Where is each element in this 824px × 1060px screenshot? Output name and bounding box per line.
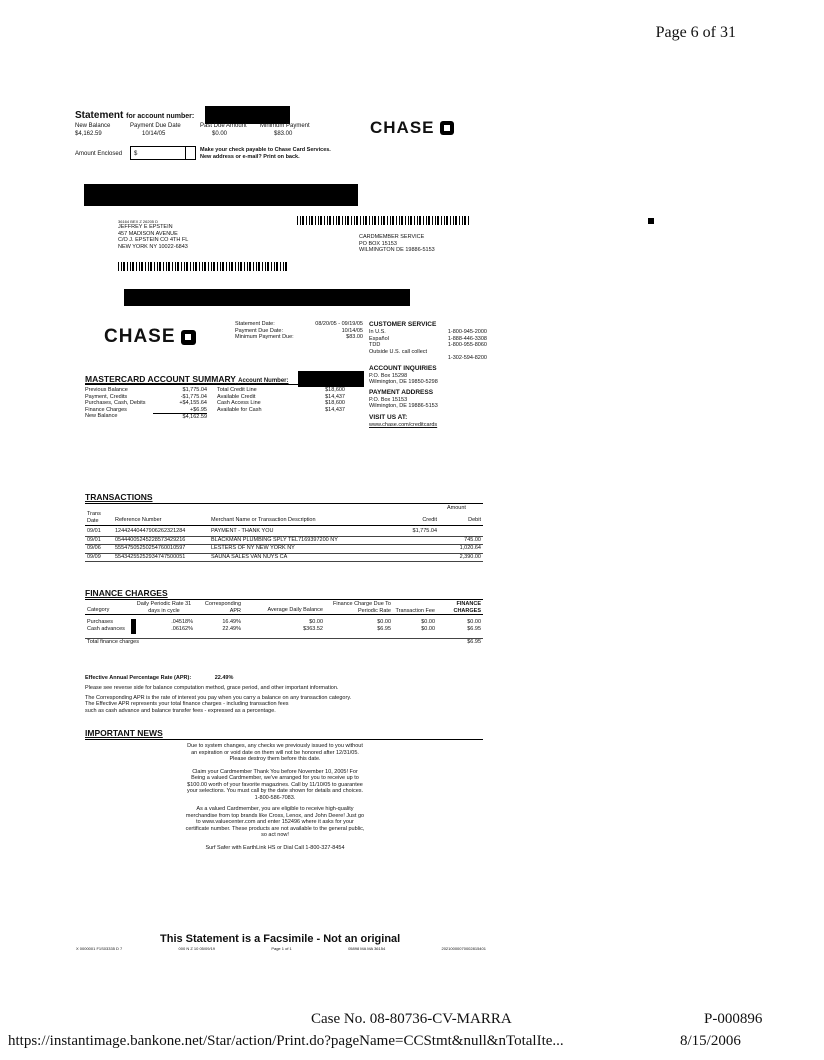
transactions-rule-top [85, 503, 483, 504]
redaction-account-number [205, 106, 290, 124]
foot-codes [76, 946, 486, 951]
summary-r4-credit-value: $14,437 [325, 406, 345, 413]
apr-label: Effective Annual Percentage Rate (APR): [85, 675, 192, 681]
fc-header-daily-rate: Daily Periodic Rate 31 days in cycle [136, 601, 192, 614]
foot-code-4: 05898 MA MA 36154 [348, 946, 386, 951]
foot-code-2: 000 N Z 10 05/09/19 [178, 946, 216, 951]
summary-r4-credit-label: Available for Cash [217, 406, 262, 413]
amount-enclosed-label: Amount Enclosed [75, 151, 123, 157]
tx-row-3-credit [389, 545, 439, 554]
payment-address-title: PAYMENT ADDRESS [369, 388, 434, 396]
summary-r4-value: +$6.95 [190, 406, 207, 413]
cs-line-3-label: TDD [369, 342, 381, 348]
remit-line-1: CARDMEMBER SERVICE [359, 234, 425, 240]
tx-row-1-description: PAYMENT - THANK YOU [209, 528, 389, 536]
stub-val-min-payment: $83.00 [274, 130, 293, 137]
cs-line-1-label: In U.S. [369, 329, 386, 335]
statement-date-label: Statement Date: [235, 321, 275, 327]
transactions-table [85, 505, 483, 562]
tx-row-4 [85, 553, 483, 562]
stub-val-new-balance: $4,162.59 [75, 130, 102, 137]
stub-summary [75, 123, 325, 138]
summary-r2-value: -$1,775.04 [180, 393, 207, 400]
tx-row-2-reference: 05444005245228573429216 [113, 536, 209, 545]
summary-table [85, 387, 363, 421]
stub-val-due-date: 10/14/05 [142, 130, 166, 137]
tx-header-reference: Reference Number [115, 517, 162, 523]
tx-row-3-reference: 55547505250254760010597 [113, 545, 209, 554]
tx-header-description: Merchant Name or Transaction Description [211, 517, 316, 523]
stub-title [75, 110, 194, 121]
postal-barcode-addressee [118, 262, 288, 271]
fc-total-value: $6.95 [467, 639, 481, 645]
fc-row-2-periodic: $6.95 [377, 626, 391, 632]
customer-service-title: CUSTOMER SERVICE [369, 321, 437, 328]
tx-row-3-description: LESTERS OF NY NEW YORK NY [209, 545, 389, 554]
stub-col-min-payment: Minimum Payment [260, 123, 310, 129]
tx-row-4-credit [389, 553, 439, 562]
fc-row-cash [85, 626, 483, 634]
apr-line [85, 675, 233, 682]
fc-header-charges: FINANCE CHARGES [453, 601, 481, 614]
payment-address-line-2: Wilmington, DE 19886-5153 [369, 403, 438, 409]
news-rule [85, 739, 483, 740]
addressee-line-4: NEW YORK NY 10022-6843 [118, 243, 188, 250]
chase-logo-top [370, 118, 454, 138]
addressee-line-2: 457 MADISON AVENUE [118, 230, 178, 237]
inquiries-line-1: P.O. Box 15298 [369, 372, 408, 379]
news-body [185, 743, 365, 851]
tx-row-3-debit: 1,020.64 [439, 545, 483, 554]
summary-r1-credit-value: $18,600 [325, 387, 345, 393]
fc-row-2-category: Cash advances [87, 626, 125, 632]
fc-header-apr: Corresponding APR [204, 601, 241, 614]
tx-header-credit: Credit [422, 517, 437, 523]
news-paragraph-1: Due to system changes, any checks we previously issued to you without an expiration or void date on them will not be honored after 12/31/05. Please destroy them before this date. [187, 743, 363, 762]
cs-line-5-number: 1-302-594-8200 [447, 355, 487, 361]
amount-header: Amount [447, 505, 466, 511]
tx-header-debit: Debit [468, 517, 481, 523]
fc-row-2-rate: .06162% [133, 626, 195, 634]
news-paragraph-2: Claim your Cardmember Thank You before November 10, 2005! For Being a valued Cardmember, we've arranged for you to receive up to $100.00 worth of your favorite magazines. Call by 11/10/05 to guarantee your selections. You must call by the date shown for details and choices. 1-800-586-7083. [186, 768, 364, 801]
cs-line-2-number: 1-888-446-3308 [447, 335, 487, 342]
summary-r3-credit-value: $18,600 [325, 400, 345, 406]
stub-title-suffix: for account number: [126, 113, 195, 120]
fc-header-category: Category [87, 606, 110, 613]
finance-table [85, 601, 483, 647]
fc-row-2-fee: $0.00 [421, 626, 435, 632]
fc-row-2-charge: $6.95 [467, 626, 481, 632]
apr-note-2: The Corresponding APR is the rate of interest you pay when you carry a balance on any transaction category. [85, 694, 352, 701]
statement-date-value: 08/20/05 - 09/19/05 [315, 321, 363, 327]
page-number-label: Page 6 of 31 [655, 24, 736, 41]
summary-r3-credit-label: Cash Access Line [217, 400, 261, 406]
remit-address [359, 234, 435, 254]
stub-col-due-date: Payment Due Date [130, 123, 181, 129]
summary-r2-credit-label: Available Credit [217, 393, 256, 400]
tx-row-2-debit: 745.00 [439, 536, 483, 545]
mailing-addressee [118, 219, 188, 250]
chase-octagon-icon-main [181, 330, 196, 345]
fc-header-fee: Transaction Fee [395, 607, 435, 614]
tx-row-4-description: SAUNA SALES VAN NUYS CA [209, 553, 389, 562]
amount-enclosed-cents-box [186, 146, 196, 160]
tx-row-3 [85, 545, 483, 554]
chase-octagon-icon [440, 121, 454, 135]
summary-r3-label: Purchases, Cash, Debits [85, 400, 146, 406]
fc-row-1-periodic: $0.00 [377, 618, 391, 625]
tx-row-1-credit: $1,775.04 [389, 528, 439, 536]
summary-r1-label: Previous Balance [85, 387, 128, 393]
cs-line-1-number: 1-800-945-2000 [447, 329, 487, 335]
account-inquiries-title: ACCOUNT INQUIRIES [369, 364, 437, 372]
print-url: https://instantimage.bankone.net/Star/action/Print.do?pageName=CCStmt&null&nTotalIte... [8, 1033, 564, 1049]
summary-r4-label: Finance Charges [85, 406, 127, 413]
tx-row-2-credit [389, 536, 439, 545]
apr-note-4: such as cash advance and balance transfer fees - expressed as a percentage. [85, 707, 276, 714]
foot-code-1: X 0000001 F1S03335 D 7 [76, 946, 123, 951]
visit-us-title: VISIT US AT: [369, 413, 408, 421]
fc-row-1-apr: 16.49% [222, 618, 241, 625]
apr-note-1: Please see reverse side for balance computation method, grace period, and other important information. [85, 685, 339, 691]
addressee-line-1: JEFFREY E EPSTEIN [118, 224, 173, 230]
apr-note-3: The Effective APR represents your total finance charges - including transaction fees [85, 701, 289, 707]
news-paragraph-3: As a valued Cardmember, you are eligible to receive high-quality merchandise from top brands like Cross, Lenox, and John Deere! Just go to www.valuecenter.com and enter 152496 where it asks for your certificate number. These products are not available to the general public, so act now! [185, 806, 365, 838]
fc-row-1-charge: $0.00 [467, 618, 481, 625]
cs-line-3-number: 1-800-955-8060 [447, 342, 487, 348]
payment-due-label: Payment Due Date: [235, 327, 283, 334]
fc-header-avg-balance: Average Daily Balance [267, 606, 323, 613]
foot-code-5: 20210000070002815401 [441, 946, 486, 951]
stub-val-past-due: $0.00 [212, 130, 228, 137]
fc-row-1-rate: .04518% [133, 619, 195, 627]
postal-barcode-remit [297, 216, 469, 225]
cs-line-2-label: Español [369, 335, 389, 342]
payment-address-line-1: P.O. Box 15153 [369, 396, 408, 403]
summary-r2-credit-value: $14,437 [325, 393, 345, 400]
customer-service-panel [369, 321, 487, 428]
news-paragraph-4: Surf Safer with EarthLink HS or Dial Call 1-800-327-8454 [205, 844, 345, 851]
facsimile-notice: This Statement is a Facsimile - Not an original [160, 933, 401, 945]
apr-notes [85, 685, 505, 714]
tx-row-1-date: 09/01 [85, 528, 113, 536]
fc-row-purchases [85, 619, 483, 627]
tx-row-2-description: BLACKMAN PLUMBING SPLY TEL7169397200 NY [209, 536, 389, 545]
payable-note: Make your check payable to Chase Card Services. [200, 147, 331, 153]
fc-row-2-apr: 22.49% [222, 626, 241, 632]
stub-col-past-due: Past Due Amount [200, 123, 247, 129]
bates-number: P-000896 [704, 1011, 763, 1027]
summary-r1-credit-label: Total Credit Line [217, 387, 257, 393]
tx-row-1-reference: 12442440447906262321284 [113, 528, 209, 536]
fc-header-periodic: Finance Charge Due To Periodic Rate [333, 601, 391, 614]
finance-title: FINANCE CHARGES [85, 588, 168, 598]
cs-line-4-label: Outside U.S. call collect [369, 348, 428, 355]
summary-r2-label: Payment, Credits [85, 393, 128, 400]
statement-info [235, 321, 363, 341]
tx-row-1 [85, 528, 483, 536]
chase-wordmark-main: CHASE [104, 326, 176, 347]
visit-us-link[interactable]: www.chase.com/creditcards [369, 421, 438, 428]
address-change-note: New address or e-mail? Print on back. [200, 153, 300, 160]
new-balance-value: $4,162.59 [153, 413, 207, 421]
fc-row-1-category: Purchases [87, 618, 113, 625]
summary-title-text: MASTERCARD ACCOUNT SUMMARY [85, 374, 236, 384]
chase-wordmark: CHASE [370, 118, 435, 137]
chase-logo-main [104, 326, 196, 348]
tx-row-2-date: 09/01 [85, 536, 113, 545]
summary-r1-value: $1,775.04 [182, 387, 207, 393]
tx-header-date: Trans Date [87, 511, 101, 524]
tx-row-4-debit: 2,390.00 [439, 553, 483, 562]
fc-row-2-avg: $363.52 [303, 626, 323, 632]
summary-title [85, 374, 289, 384]
redaction-bar-1 [84, 184, 358, 206]
transactions-title: TRANSACTIONS [85, 492, 153, 502]
remit-line-3: WILMINGTON DE 19886-5153 [359, 247, 435, 253]
fc-total-label: Total finance charges [87, 639, 139, 645]
tx-row-4-reference: 55434255252934747500051 [113, 553, 209, 562]
min-payment-label: Minimum Payment Due: [235, 334, 294, 340]
new-balance-label: New Balance [85, 413, 118, 419]
remit-line-2: PO BOX 15153 [359, 240, 397, 247]
stub-col-new-balance: New Balance [75, 123, 111, 129]
stub-title-main: Statement [75, 110, 124, 121]
fc-row-1-fee: $0.00 [421, 618, 435, 625]
addressee-line-3: C/O J. EPSTEIN CO 4TH FL [118, 237, 189, 243]
fc-row-1-avg: $0.00 [309, 618, 323, 625]
mail-code-line: 36164 BEX Z 26205 D [118, 219, 159, 224]
margin-mark [648, 218, 654, 224]
tx-row-2 [85, 536, 483, 545]
amount-enclosed-field[interactable]: $ [130, 146, 186, 160]
finance-rule-top [85, 599, 483, 600]
foot-code-3: Page 1 of 1 [271, 946, 292, 951]
summary-rule [85, 384, 363, 385]
tx-row-1-debit [439, 528, 483, 536]
news-title: IMPORTANT NEWS [85, 728, 163, 738]
apr-value: 22.49% [214, 675, 234, 681]
summary-r3-value: +$4,155.64 [179, 400, 207, 406]
payment-due-value: 10/14/05 [341, 327, 363, 334]
inquiries-line-2: Wilmington, DE 19850-5298 [369, 379, 438, 385]
min-payment-value: $83.00 [346, 334, 363, 340]
summary-account-label: Account Number: [238, 378, 289, 384]
redaction-bar-2 [124, 289, 410, 306]
case-number: Case No. 08-80736-CV-MARRA [311, 1011, 512, 1027]
tx-row-4-date: 09/09 [85, 553, 113, 562]
print-date: 8/15/2006 [680, 1033, 741, 1049]
tx-row-3-date: 09/06 [85, 545, 113, 554]
